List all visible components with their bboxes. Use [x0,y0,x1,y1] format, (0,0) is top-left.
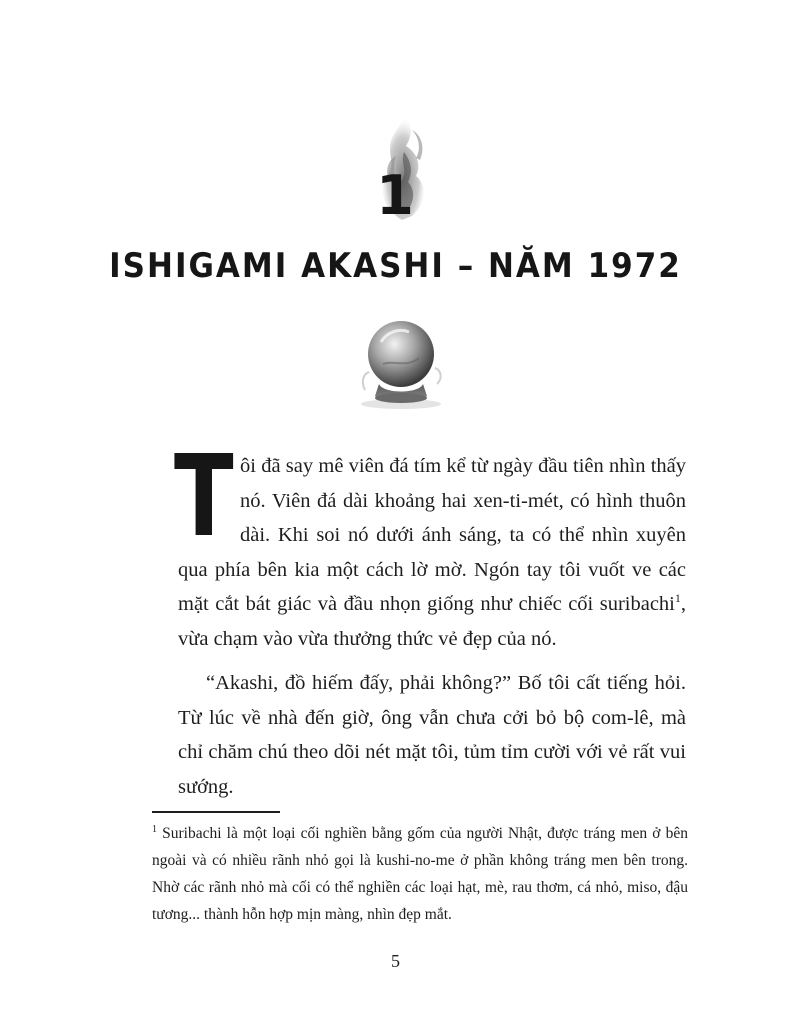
footnote-marker: 1 [152,823,157,835]
page-number: 5 [391,951,400,971]
paragraph-1-text: ôi đã say mê viên đá tím kể từ ngày đầu tiên nhìn thấy nó. Viên đá dài khoảng hai xen-ti-mét, có hình thuôn dài. Khi soi nó dưới ánh sáng, ta có thể nhìn xuyên qua phía bên kia một cách lờ mờ. Ngón tay tôi vuốt ve các mặt cắt bát giác và đầu nhọn giống như chiếc cối suribachi [178,455,686,615]
chapter-number: 1 [376,164,415,227]
paragraph-1 [174,432,686,656]
chapter-title: ISHIGAMI AKASHI – NĂM 1972 [109,246,682,286]
drop-cap: T [174,432,234,562]
footnote-divider [152,811,280,813]
footnote-text: Suribachi là một loại cối nghiền bằng gốm của người Nhật, được tráng men ở bên ngoài và có nhiều rãnh nhỏ gọi là kushi-no-me ở phần không tráng men bên trong. Nhờ các rãnh nhỏ mà cối có thể nghiền các loại hạt, mè, rau thơm, cá nhỏ, miso, đậu tương... thành hỗn hợp mịn màng, nhìn đẹp mắt. [152,825,688,923]
footnote-reference[interactable]: 1 [674,591,681,606]
paragraph-1-end: , vừa chạm vào vừa thưởng thức vẻ đẹp của nó. [178,593,686,650]
body-text [174,432,686,804]
paragraph-2: “Akashi, đồ hiếm đấy, phải không?” Bố tôi cất tiếng hỏi. Từ lúc về nhà đến giờ, ông vẫn chưa cởi bỏ bộ com-lê, mà chỉ chăm chú theo dõi nét mặt tôi, tủm tỉm cười với vẻ rất vui sướng. [178,672,686,798]
crystal-ball-illustration [353,312,447,412]
footnote [152,820,688,928]
